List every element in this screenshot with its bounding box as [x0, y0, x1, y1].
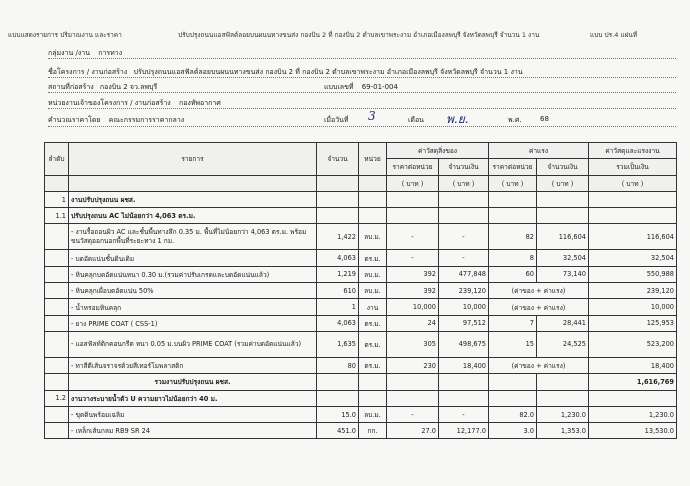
cell-unit: ตร.ม. [359, 250, 387, 266]
cell-seq [45, 299, 69, 315]
cell-item: - เหล็กเส้นกลม RB9 SR 24 [69, 423, 317, 439]
cell-material-amount: - [439, 250, 489, 266]
calc-value: คณะกรรมการราคากลาง [108, 116, 185, 124]
cell-labor-amount: 1,353.0 [537, 423, 589, 439]
cell-total: 550,988 [589, 266, 677, 282]
form-number: แบบ ปร.4 แผ่นที่ [590, 31, 638, 39]
cell-seq [45, 224, 69, 250]
owner-value: กองทัพอากาศ [178, 99, 221, 107]
header-baht: ( บาท ) [589, 175, 677, 191]
cell-material-unit-price: 10,000 [387, 299, 439, 315]
cell-item: งานวางระบายน้ำตัว U ความยาวไม่น้อยกว่า 40 ม. [69, 390, 317, 406]
cell-labor-amount: 116,604 [537, 224, 589, 250]
cell-item: - น้ำหรอมหินคลุก [69, 299, 317, 315]
table-row [45, 331, 677, 357]
cell-total: 125,953 [589, 315, 677, 331]
cell-seq [45, 357, 69, 373]
cell-qty [317, 191, 359, 207]
cell-seq [45, 406, 69, 422]
table-row [45, 357, 677, 373]
cell-total: 239,120 [589, 283, 677, 299]
cell-qty: 15.0 [317, 406, 359, 422]
year-label: พ.ศ. [508, 116, 522, 124]
cell-labor-combined-note: (ค่าของ + ค่าแรง) [489, 283, 589, 299]
header-material-unit-price: ราคาต่อหน่วย [387, 159, 439, 175]
cell-unit [359, 390, 387, 406]
header-blank [45, 175, 69, 191]
header-unit: หน่วย [359, 143, 387, 176]
cell-total: 1,616,769 [589, 374, 677, 390]
cell-material-amount: 10,000 [439, 299, 489, 315]
table-body [45, 191, 677, 439]
calc-row [48, 115, 184, 126]
cell-material-amount: 18,400 [439, 357, 489, 373]
project-label: ชื่อโครงการ / งานก่อสร้าง [48, 68, 128, 76]
cell-material-amount: - [439, 406, 489, 422]
table-row [45, 208, 677, 224]
cell-labor-amount: 73,140 [537, 266, 589, 282]
cell-labor-unit-price: 60 [489, 266, 537, 282]
cell-qty [317, 390, 359, 406]
cell-total [589, 191, 677, 207]
cell-item: - งานรื้อถอนผิว AC และชั้นพื้นทางลึก 0.35 ม. พื้นที่ไม่น้อยกว่า 4,063 ตร.ม. พร้อมขนวัสดุออกนอกพื้นที่ระยะทาง 1 กม. [69, 224, 317, 250]
cost-table [44, 142, 677, 439]
location-label: สถานที่ก่อสร้าง [48, 83, 94, 91]
cell-qty: 610 [317, 283, 359, 299]
location-value: กองบิน 2 จว.ลพบุรี [99, 83, 158, 91]
cell-material-unit-price: 24 [387, 315, 439, 331]
cell-labor-unit-price: 15 [489, 331, 537, 357]
project-value: ปรับปรุงถนนแอสฟัลต์ลอยบนผนนทางขนส่ง กองบิน 2 ที่ กองบิน 2 ตำบลเขาพระงาม อำเภอเมืองลพบุรี จังหวัดลพบุรี จำนวน 1 งาน [133, 68, 523, 76]
header-labor-amount: จำนวนเงิน [537, 159, 589, 175]
calc-label: คำนวณราคาโดย [48, 116, 101, 124]
cell-material-amount: 498,675 [439, 331, 489, 357]
group-value: การทาง [98, 49, 123, 57]
cell-qty [317, 208, 359, 224]
header-labor-group: ค่าแรง [489, 143, 589, 159]
cell-labor-amount [537, 208, 589, 224]
cell-unit [359, 208, 387, 224]
cell-item: งานปรับปรุงถนน ผชส. [69, 191, 317, 207]
table-row [45, 315, 677, 331]
cell-total [589, 390, 677, 406]
cell-seq [45, 283, 69, 299]
cell-material-unit-price: 392 [387, 283, 439, 299]
cell-labor-unit-price [489, 390, 537, 406]
cell-item: - บดอัดแน่นชั้นดินเดิม [69, 250, 317, 266]
cell-labor-unit-price: 8 [489, 250, 537, 266]
cell-labor-unit-price: 82 [489, 224, 537, 250]
cell-total: 32,504 [589, 250, 677, 266]
cell-labor-amount [537, 374, 589, 390]
header-baht: ( บาท ) [387, 175, 439, 191]
cell-labor-combined-note: (ค่าของ + ค่าแรง) [489, 299, 589, 315]
cell-item: - แอสฟัลท์ติกคอนกรีต หนา 0.05 ม.บนผิว PRIME COAT (รวมค่าบดอัดแน่นแล้ว) [69, 331, 317, 357]
cell-item: - ทาสีตีเส้นจราจรด้วยสีเทอร์โมพลาสติก [69, 357, 317, 373]
cell-total: 523,200 [589, 331, 677, 357]
cell-material-unit-price [387, 390, 439, 406]
cell-material-amount: - [439, 224, 489, 250]
cell-item: ปรับปรุงถนน AC ไม่น้อยกว่า 4,063 ตร.ม. [69, 208, 317, 224]
header-blank [317, 175, 359, 191]
table-row [45, 224, 677, 250]
header-blank [69, 175, 317, 191]
header-left-org: แบบแสดงรายการ ปริมาณงาน และราคา [8, 31, 122, 39]
cell-material-amount: 239,120 [439, 283, 489, 299]
cell-qty: 1,635 [317, 331, 359, 357]
cell-item: - ยาง PRIME COAT ( CSS-1) [69, 315, 317, 331]
cell-material-unit-price [387, 208, 439, 224]
header-title: ปรับปรุงถนนแอสฟัลต์ลอยบนผนนทางขนส่ง กองบิน 2 ที่ กองบิน 2 ตำบลเขาพระงาม อำเภอเมืองลพบุรี จังหวัดลพบุรี จำนวน 1 งาน [178, 31, 540, 39]
cell-labor-amount: 28,441 [537, 315, 589, 331]
date-label: เมื่อวันที่ [324, 116, 349, 124]
cell-unit: ลบ.ม. [359, 266, 387, 282]
cell-qty: 80 [317, 357, 359, 373]
header-item: รายการ [69, 143, 317, 176]
cell-material-amount: 97,512 [439, 315, 489, 331]
cell-material-amount [439, 208, 489, 224]
cell-qty: 4,063 [317, 250, 359, 266]
cell-material-unit-price [387, 374, 439, 390]
cell-total [589, 208, 677, 224]
cell-qty: 1,422 [317, 224, 359, 250]
cell-unit: ลบ.ม. [359, 224, 387, 250]
table-row [45, 423, 677, 439]
header-material-amount: จำนวนเงิน [439, 159, 489, 175]
cell-labor-unit-price [489, 208, 537, 224]
cell-seq: 1.1 [45, 208, 69, 224]
cell-seq [45, 250, 69, 266]
cell-total: 1,230.0 [589, 406, 677, 422]
table-row [45, 191, 677, 207]
cell-labor-combined-note: (ค่าของ + ค่าแรง) [489, 357, 589, 373]
form-value: 69-01-004 [361, 83, 398, 91]
month-label: เดือน [408, 116, 424, 124]
cell-seq [45, 266, 69, 282]
cell-unit: กก. [359, 423, 387, 439]
header-qty: จำนวน [317, 143, 359, 176]
cell-item: - หินคลุกเผื่อบดอัดแน่น 50% [69, 283, 317, 299]
cell-material-unit-price: 392 [387, 266, 439, 282]
cell-labor-unit-price [489, 374, 537, 390]
header-labor-unit-price: ราคาต่อหน่วย [489, 159, 537, 175]
cell-labor-amount: 24,525 [537, 331, 589, 357]
cell-qty: 451.0 [317, 423, 359, 439]
header-material-group: ค่าวัสดุสิ่งของ [387, 143, 489, 159]
table-row [45, 406, 677, 422]
cell-item: - หินคลุกบดอัดแน่นหนา 0.30 ม.(รวมค่าปรับเกรดและบดอัดแน่นแล้ว) [69, 266, 317, 282]
cell-unit: ลบ.ม. [359, 283, 387, 299]
divider [48, 77, 676, 78]
form-label: แบบเลขที่ [324, 83, 354, 91]
cell-labor-unit-price: 3.0 [489, 423, 537, 439]
table-row [45, 250, 677, 266]
date-day: 3 [368, 109, 376, 123]
cell-unit [359, 374, 387, 390]
cell-material-unit-price: 305 [387, 331, 439, 357]
divider [48, 126, 676, 127]
header-blank [359, 175, 387, 191]
year-value: 68 [540, 115, 549, 123]
owner-label: หน่วยงานเจ้าของโครงการ / งานก่อสร้าง [48, 99, 171, 107]
cell-unit: งาน [359, 299, 387, 315]
cell-qty: 4,063 [317, 315, 359, 331]
cell-unit [359, 191, 387, 207]
cell-labor-amount: 1,230.0 [537, 406, 589, 422]
cell-seq [45, 423, 69, 439]
cell-labor-amount: 32,504 [537, 250, 589, 266]
table-row [45, 390, 677, 406]
cell-material-amount [439, 191, 489, 207]
cell-seq [45, 331, 69, 357]
cell-seq: 1.2 [45, 390, 69, 406]
month-value: พ.ย. [446, 112, 469, 126]
header-baht: ( บาท ) [439, 175, 489, 191]
cell-labor-amount [537, 191, 589, 207]
cell-labor-amount [537, 390, 589, 406]
header-total: รวมเป็นเงิน [589, 159, 677, 175]
cell-material-unit-price: - [387, 224, 439, 250]
cell-total: 13,530.0 [589, 423, 677, 439]
cell-seq [45, 374, 69, 390]
table-row [45, 283, 677, 299]
cell-labor-unit-price: 7 [489, 315, 537, 331]
header-baht: ( บาท ) [489, 175, 537, 191]
cell-item: รวมงานปรับปรุงถนน ผชส. [69, 374, 317, 390]
group-label: กลุ่มงาน /งาน [48, 49, 90, 57]
cell-material-unit-price [387, 191, 439, 207]
header-baht: ( บาท ) [537, 175, 589, 191]
cell-qty [317, 374, 359, 390]
cell-item: - ขุดดินพร้อมเฉลิม [69, 406, 317, 422]
table-row [45, 299, 677, 315]
table-row [45, 374, 677, 390]
cell-material-amount: 477,848 [439, 266, 489, 282]
cell-material-amount [439, 390, 489, 406]
cell-qty: 1 [317, 299, 359, 315]
table-row [45, 266, 677, 282]
cell-material-unit-price: 230 [387, 357, 439, 373]
cell-material-unit-price: 27.0 [387, 423, 439, 439]
cell-qty: 1,219 [317, 266, 359, 282]
header-seq: ลำดับ [45, 143, 69, 176]
cell-unit: ลบ.ม. [359, 406, 387, 422]
cell-unit: ตร.ม. [359, 315, 387, 331]
cell-labor-unit-price: 82.0 [489, 406, 537, 422]
cell-seq: 1 [45, 191, 69, 207]
header-total-group: ค่าวัสดุและแรงงาน [589, 143, 677, 159]
divider [48, 92, 676, 93]
divider [48, 108, 676, 109]
cell-seq [45, 315, 69, 331]
cell-material-unit-price: - [387, 250, 439, 266]
cell-material-unit-price: - [387, 406, 439, 422]
cell-material-amount [439, 374, 489, 390]
cell-unit: ตร.ม. [359, 331, 387, 357]
cell-labor-unit-price [489, 191, 537, 207]
cell-total: 116,604 [589, 224, 677, 250]
cell-material-amount: 12,177.0 [439, 423, 489, 439]
cell-total: 10,000 [589, 299, 677, 315]
cell-total: 18,400 [589, 357, 677, 373]
divider [48, 58, 676, 59]
cell-unit: ตร.ม. [359, 357, 387, 373]
